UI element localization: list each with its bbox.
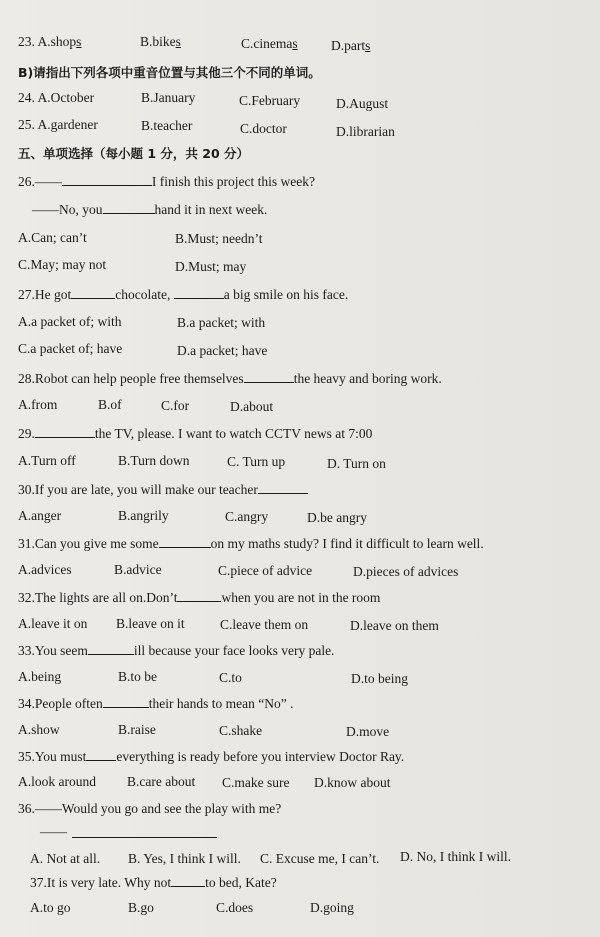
q27-option-b: B.a packet; with (177, 315, 266, 330)
q37-blank[interactable] (171, 874, 205, 887)
q25-option-c: C.doctor (240, 121, 287, 136)
q33-option-d: D.to being (351, 671, 408, 686)
q32-option-c: C.leave them on (220, 617, 309, 632)
q33-option-b: B.to be (118, 669, 157, 684)
q29-option-d: D. Turn on (327, 456, 386, 471)
q28-option-b: B.of (98, 397, 122, 412)
q32-pre: 32.The lights are all on.Don’t (18, 590, 178, 605)
q28-post: the heavy and boring work. (293, 371, 442, 386)
q36-option-d: D. No, I think I will. (400, 849, 511, 864)
q32-option-b: B.leave on it (116, 616, 185, 631)
q34-stem (18, 695, 293, 713)
q23-number: 23. (18, 34, 35, 49)
q36-option-b: B. Yes, I think I will. (128, 851, 241, 866)
q30-pre: 30.If you are late, you will make our teacher (18, 482, 258, 497)
q29-option-c: C. Turn up (227, 454, 286, 469)
q25-option-d: D.librarian (336, 124, 395, 139)
q27-blank-2[interactable] (174, 286, 224, 299)
q26-option-d: D.Must; may (175, 259, 247, 274)
q23-a-underlined: s (76, 34, 82, 49)
q35-option-a: A.look around (18, 774, 96, 789)
q26-blank-1[interactable] (62, 173, 152, 186)
q34-blank[interactable] (103, 695, 149, 708)
q24-stem: 24. A.October (18, 90, 95, 105)
q26-option-a: A.Can; can’t (18, 230, 87, 245)
q27-blank-1[interactable] (71, 286, 115, 299)
q35-stem (18, 748, 404, 766)
q33-option-c: C.to (219, 670, 242, 685)
q27-mid: chocolate, (115, 287, 171, 302)
q29-pre: 29. (18, 426, 35, 441)
q31-blank[interactable] (159, 535, 211, 548)
q34-option-d: D.move (346, 724, 390, 739)
q27-option-d: D.a packet; have (177, 343, 268, 358)
q35-blank[interactable] (86, 748, 116, 761)
q23-b-underlined: s (175, 34, 181, 49)
q29-blank[interactable] (35, 425, 95, 438)
q23-d-underlined: s (365, 38, 371, 53)
q28-stem (18, 370, 442, 388)
q36-answer-blank[interactable] (72, 836, 217, 838)
q33-stem (18, 642, 334, 660)
q36-reply-dash: —— (40, 824, 67, 839)
q37-pre: 37.It is very late. Why not (30, 875, 172, 890)
q28-option-d: D.about (230, 399, 274, 414)
q23-a-text: A.shop (37, 34, 77, 49)
q34-option-a: A.show (18, 722, 60, 737)
q27-post: a big smile on his face. (223, 287, 349, 302)
q26-stem (18, 173, 315, 191)
q34-post: their hands to mean “No” . (148, 696, 294, 711)
q26-option-b: B.Must; needn’t (175, 231, 263, 246)
q23-option-a (18, 33, 81, 51)
q30-option-a: A.anger (18, 508, 62, 523)
q35-option-b: B.care about (127, 774, 196, 789)
q29-post: the TV, please. I want to watch CCTV news at 7:00 (94, 426, 373, 441)
q27-stem (18, 286, 348, 304)
q37-option-c: C.does (216, 900, 254, 915)
q31-pre: 31.Can you give me some (18, 536, 159, 551)
q35-option-d: D.know about (314, 775, 391, 790)
q27-pre: 27.He got (18, 287, 72, 302)
q36-option-a: A. Not at all. (30, 851, 101, 866)
q31-option-b: B.advice (114, 562, 162, 577)
q30-blank[interactable] (258, 481, 308, 494)
q32-option-d: D.leave on them (350, 618, 439, 633)
q30-stem (18, 481, 308, 499)
q26-reply (32, 201, 267, 219)
q27-option-a: A.a packet of; with (18, 314, 122, 329)
q35-option-c: C.make sure (222, 775, 290, 790)
q28-pre: 28.Robot can help people free themselves (18, 371, 244, 386)
q26-option-c: C.May; may not (18, 257, 107, 272)
q34-option-c: C.shake (219, 723, 263, 738)
q23-option-d (331, 37, 370, 55)
q32-blank[interactable] (177, 589, 221, 602)
q25-option-b: B.teacher (141, 118, 193, 133)
q37-option-d: D.going (310, 900, 354, 915)
q29-option-a: A.Turn off (18, 453, 76, 468)
q30-option-d: D.be angry (307, 510, 367, 525)
q31-stem (18, 535, 484, 553)
q24-option-c: C.February (239, 93, 301, 108)
q30-option-b: B.angrily (118, 508, 169, 523)
q30-option-c: C.angry (225, 509, 269, 524)
q33-post: ill because your face looks very pale. (133, 643, 335, 658)
q34-pre: 34.People often (18, 696, 103, 711)
q36-option-c: C. Excuse me, I can’t. (260, 851, 380, 866)
q31-option-c: C.piece of advice (218, 563, 313, 578)
q31-option-d: D.pieces of advices (353, 564, 459, 579)
q23-b-text: B.bike (140, 34, 176, 49)
q23-option-b (140, 33, 181, 51)
q32-post: when you are not in the room (221, 590, 381, 605)
q26-pre: 26.—— (18, 174, 62, 189)
q28-blank[interactable] (244, 370, 294, 383)
q33-blank[interactable] (88, 642, 134, 655)
q28-option-c: C.for (161, 398, 190, 413)
q32-option-a: A.leave it on (18, 616, 88, 631)
q23-option-c (241, 35, 298, 53)
q23-c-underlined: s (292, 36, 298, 51)
q32-stem (18, 589, 380, 607)
q33-option-a: A.being (18, 669, 62, 684)
q26-reply-pre: ——No, you (32, 202, 103, 217)
q24-option-b: B.January (141, 90, 196, 105)
q23-d-text: D.part (331, 38, 366, 53)
q37-option-a: A.to go (30, 900, 71, 915)
q37-option-b: B.go (128, 900, 154, 915)
q25-stem: 25. A.gardener (18, 117, 98, 132)
q26-post: I finish this project this week? (151, 174, 315, 189)
q37-stem (30, 874, 277, 892)
q35-pre: 35.You must (18, 749, 87, 764)
q34-option-b: B.raise (118, 722, 156, 737)
section-b-heading: B)请指出下列各项中重音位置与其他三个不同的单词。 (18, 65, 321, 80)
q31-post: on my maths study? I find it difficult to learn well. (210, 536, 484, 551)
q24-option-d: D.August (336, 96, 389, 111)
q36-stem: 36.——Would you go and see the play with me? (18, 801, 282, 816)
q28-option-a: A.from (18, 397, 58, 412)
q27-option-c: C.a packet of; have (18, 341, 123, 356)
q33-pre: 33.You seem (18, 643, 88, 658)
q31-option-a: A.advices (18, 562, 72, 577)
q35-post: everything is ready before you interview Doctor Ray. (116, 749, 405, 764)
q37-post: to bed, Kate? (205, 875, 277, 890)
q29-stem (18, 425, 372, 443)
q26-reply-post: hand it in next week. (154, 202, 268, 217)
q23-c-text: C.cinema (241, 36, 293, 51)
section-5-heading: 五、单项选择（每小题 1 分，共 20 分） (18, 146, 250, 161)
q29-option-b: B.Turn down (118, 453, 190, 468)
q26-blank-2[interactable] (103, 201, 155, 214)
